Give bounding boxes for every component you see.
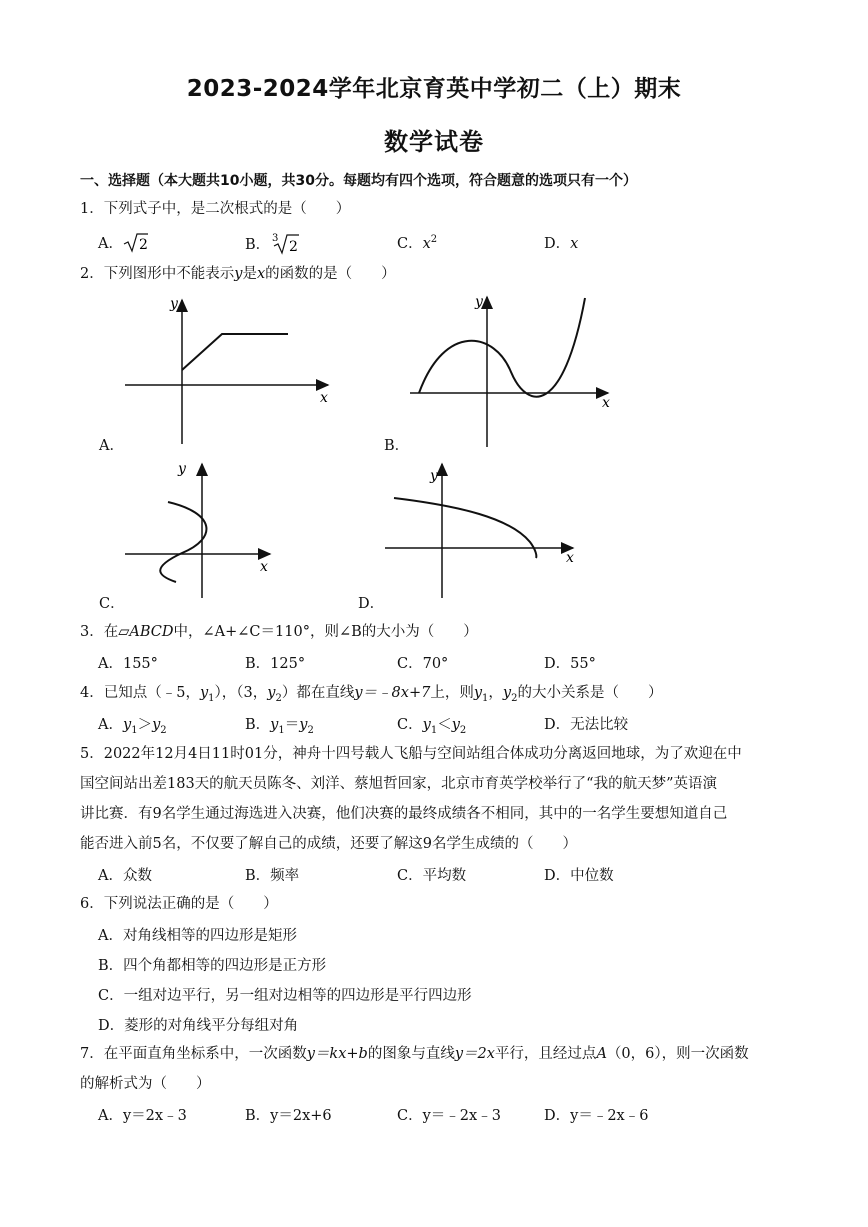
q7-equation-2: y＝2x bbox=[454, 1046, 495, 1062]
q5-line-4: 能否进入前5名，不仅要了解自己的成绩，还要了解这9名学生成绩的（ ） bbox=[80, 836, 577, 852]
q1-d-value: x bbox=[570, 236, 579, 252]
q2-stem bbox=[80, 264, 396, 284]
q4-stem-part6: 的大小关系是（ ） bbox=[517, 685, 663, 701]
q3-stem bbox=[80, 622, 478, 642]
graph-a-curve bbox=[182, 334, 288, 370]
q7-line-2: 的解析式为（ ） bbox=[80, 1076, 211, 1092]
section-heading: 一、选择题（本大题共10小题，共30分。每题均有四个选项，符合题意的选项只有一个） bbox=[80, 173, 637, 189]
q6-stem: 6．下列说法正确的是（ ） bbox=[80, 896, 278, 912]
q5-option-b: B．频率 bbox=[245, 868, 300, 884]
graph-b-x-label: x bbox=[602, 395, 610, 411]
q2-stem-part3: 的函数的是（ ） bbox=[265, 266, 396, 282]
q4-y: y bbox=[299, 717, 308, 733]
graph-d-x-label: x bbox=[566, 550, 574, 566]
q1-option-b bbox=[245, 232, 300, 256]
q5-line-1: 5．2022年12月4日11时01分，神舟十四号载人飞船与空间站组合体成功分离返回地球，为了欢迎在中 bbox=[80, 746, 742, 762]
q1-c-base: x bbox=[422, 236, 431, 252]
q4-y: y bbox=[502, 685, 512, 701]
q6-option-c: C．一组对边平行，另一组对边相等的四边形是平行四边形 bbox=[98, 988, 472, 1004]
exam-title: 2023-2024学年北京育英中学初二（上）期末 bbox=[186, 76, 682, 102]
graph-a-y-label: y bbox=[170, 296, 178, 312]
q6-option-b: B．四个角都相等的四边形是正方形 bbox=[98, 958, 327, 974]
q4-stem-part3: ）都在直线 bbox=[281, 685, 355, 701]
graph-b bbox=[405, 292, 620, 452]
q4-stem-part2: ），（3， bbox=[214, 685, 268, 701]
q4-y: y bbox=[152, 717, 161, 733]
q3-stem-part1: 3．在▱ bbox=[80, 624, 130, 640]
q4-sub2: 2 bbox=[511, 692, 518, 704]
graph-c-x-label: x bbox=[260, 559, 268, 575]
q2-stem-y: y bbox=[234, 266, 243, 282]
q4-sub2: 2 bbox=[275, 692, 282, 704]
q3-option-d: D．55° bbox=[544, 656, 596, 672]
q4-a-relation: ＞ bbox=[137, 717, 153, 733]
q7-part-g: （0，6），则一次函数 bbox=[606, 1046, 749, 1062]
q3-option-c: C．70° bbox=[397, 656, 449, 672]
q1-c-exp: 2 bbox=[430, 234, 438, 246]
q3-stem-part2: 中，∠A+∠C＝110°，则∠B的大小为（ ） bbox=[173, 624, 478, 640]
q4-sub2: 2 bbox=[160, 724, 167, 736]
q7-part-c: 的图象与直线 bbox=[367, 1046, 455, 1062]
q4-stem: 4．已知点（﹣5，$y_1$），（3，$y_2$）都在直线y＝﹣8x+7上，则$y_1$，$y_2$的大小关系是（ ） bbox=[80, 685, 663, 704]
q4-b-relation: ＝ bbox=[284, 717, 300, 733]
q4-sub2: 2 bbox=[459, 724, 467, 736]
q1-option-d bbox=[544, 232, 578, 253]
q4-option-b-label: B． bbox=[245, 717, 271, 733]
q4-y: y bbox=[473, 685, 483, 701]
q1-option-a-label: A． bbox=[98, 236, 123, 252]
q5-option-c: C．平均数 bbox=[397, 868, 467, 884]
graph-d-y-label: y bbox=[430, 468, 438, 484]
q4-y: y bbox=[267, 685, 276, 701]
graph-a bbox=[120, 292, 340, 452]
q1-a-radicand: 2 bbox=[138, 237, 148, 253]
q4-sub1: 1 bbox=[482, 692, 489, 704]
q2-stem-part1: 2．下列图形中不能表示 bbox=[80, 266, 235, 282]
q3-option-a: A．155° bbox=[98, 656, 158, 672]
q4-y: y bbox=[199, 685, 209, 701]
radical-icon bbox=[123, 232, 149, 254]
q1-b-index: 3 bbox=[272, 233, 279, 244]
q4-option-c bbox=[397, 713, 466, 736]
q2-stem-x: x bbox=[256, 266, 266, 282]
graph-d-label: D． bbox=[358, 596, 385, 612]
graph-c bbox=[120, 458, 280, 600]
sqrt-2 bbox=[123, 232, 149, 254]
q1-option-c-label: C． bbox=[397, 236, 423, 252]
q7-equation-1: y＝kx+b bbox=[306, 1046, 368, 1062]
q4-option-a bbox=[98, 713, 167, 736]
graph-b-label: B． bbox=[384, 438, 410, 454]
q5-option-a: A．众数 bbox=[98, 868, 152, 884]
q6-option-a: A．对角线相等的四边形是矩形 bbox=[98, 928, 297, 944]
graph-d-curve bbox=[394, 498, 536, 558]
q7-point-a: A bbox=[596, 1046, 607, 1062]
q4-sub1: 1 bbox=[208, 692, 215, 704]
q4-option-c-label: C． bbox=[397, 717, 423, 733]
graph-a-x-label: x bbox=[320, 390, 328, 406]
q4-sub1: 1 bbox=[278, 724, 285, 736]
q2-stem-part2: 是 bbox=[242, 266, 257, 282]
q4-y: y bbox=[422, 717, 431, 733]
graph-c-label: C． bbox=[99, 596, 125, 612]
q4-y: y bbox=[122, 717, 132, 733]
q7-option-d: D．y＝﹣2x﹣6 bbox=[544, 1108, 649, 1124]
q7-option-c: C．y＝﹣2x﹣3 bbox=[397, 1108, 501, 1124]
q4-sub1: 1 bbox=[430, 724, 438, 736]
q7-line-1 bbox=[80, 1044, 749, 1064]
q4-option-b bbox=[245, 713, 314, 736]
q5-line-2: 国空间站出差183天的航天员陈冬、刘洋、蔡旭哲回家，北京市育英学校举行了“我的航天梦”英语演 bbox=[80, 776, 717, 792]
q1-stem: 1．下列式子中，是二次根式的是（ ） bbox=[80, 201, 351, 217]
graph-d bbox=[380, 458, 580, 600]
graph-b-curve bbox=[419, 298, 585, 397]
q4-option-d: D．无法比较 bbox=[544, 717, 629, 733]
q7-part-e: 平行，且经过点 bbox=[494, 1046, 597, 1062]
q4-line-eq: y＝﹣8x+7 bbox=[354, 685, 431, 701]
q1-option-b-label: B． bbox=[245, 237, 271, 253]
q1-b-radicand: 2 bbox=[289, 239, 299, 255]
q5-line-3: 讲比赛．有9名学生通过海选进入决赛，他们决赛的最终成绩各不相同，其中的一名学生要想知道自己 bbox=[80, 806, 728, 822]
exam-subtitle: 数学试卷 bbox=[384, 128, 484, 156]
q4-stem-part1: 4．已知点（﹣5， bbox=[80, 685, 200, 701]
q1-option-c bbox=[397, 232, 437, 253]
graph-c-y-label: y bbox=[178, 461, 186, 477]
q1-option-d-label: D． bbox=[544, 236, 571, 252]
q3-option-b: B．125° bbox=[245, 656, 306, 672]
graph-b-y-label: y bbox=[475, 294, 483, 310]
q4-option-a-label: A． bbox=[98, 717, 123, 733]
cube-root-icon bbox=[270, 232, 300, 256]
q7-part-a: 7．在平面直角坐标系中，一次函数 bbox=[80, 1046, 307, 1062]
q4-stem-part5: 上，则 bbox=[430, 685, 474, 701]
q3-stem-abcd: ABCD bbox=[129, 624, 174, 640]
q7-option-b: B．y＝2x+6 bbox=[245, 1108, 332, 1124]
graph-a-label: A． bbox=[99, 438, 124, 454]
graph-c-curve bbox=[160, 502, 206, 582]
q7-option-a: A．y＝2x﹣3 bbox=[98, 1108, 187, 1124]
q6-option-d: D．菱形的对角线平分每组对角 bbox=[98, 1018, 299, 1034]
q4-sub2: 2 bbox=[307, 724, 314, 736]
q4-y: y bbox=[270, 717, 279, 733]
q5-option-d: D．中位数 bbox=[544, 868, 614, 884]
q4-c-relation: ＜ bbox=[437, 717, 452, 733]
q1-option-a bbox=[98, 232, 149, 254]
q4-sub1: 1 bbox=[131, 724, 138, 736]
q4-y: y bbox=[451, 717, 460, 733]
